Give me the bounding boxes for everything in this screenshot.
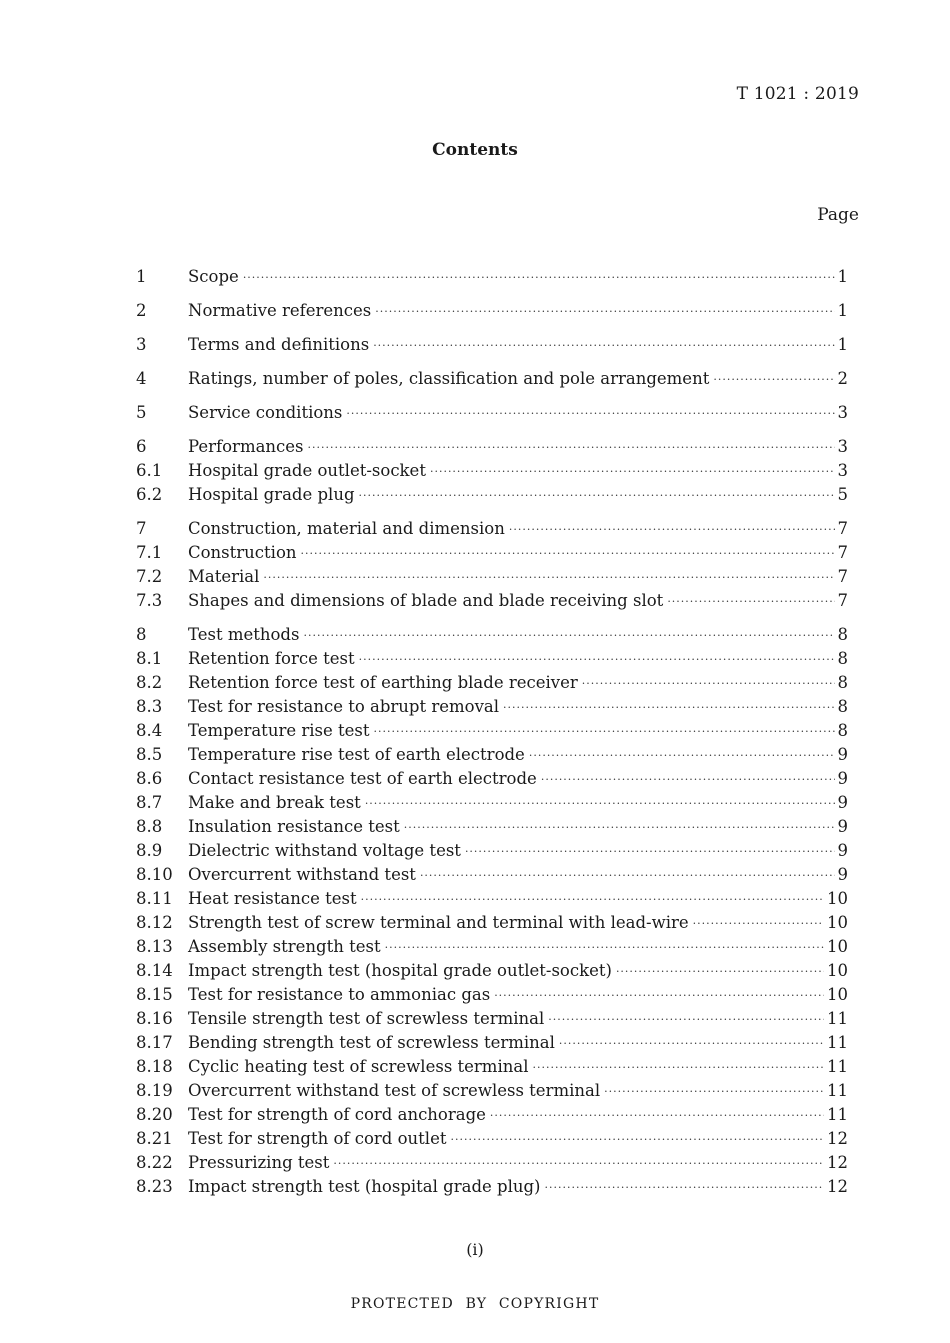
toc-entry[interactable] [136,265,848,289]
document-id: T 1021 : 2019 [736,84,859,104]
page-folio: (i) [466,1240,484,1259]
toc-entry-page: 11 [827,1057,848,1076]
toc-entry-page: 12 [827,1129,848,1148]
toc-entry-page: 3 [837,461,848,480]
toc-entry-page: 8 [837,649,848,668]
toc-entry-number: 8.5 [136,745,163,764]
toc-dot-leader [465,840,835,864]
toc-entry[interactable] [136,839,848,863]
toc-entry-page: 2 [837,369,848,388]
toc-entry-page: 10 [827,937,848,956]
toc-dot-leader [713,368,834,392]
page-title: Contents [432,140,518,160]
toc-entry-page: 1 [837,267,848,286]
toc-entry-page: 11 [827,1081,848,1100]
toc-entry-page: 8 [837,673,848,692]
toc-entry[interactable] [136,983,848,1007]
toc-dot-leader [359,648,835,672]
toc-entry-title: Insulation resistance test [188,817,400,836]
toc-entry-title: Terms and definitions [188,335,370,354]
toc-entry-number: 8.9 [136,841,163,860]
toc-entry-number: 6 [136,437,147,456]
toc-dot-leader [667,590,834,614]
toc-entry-title: Retention force test [188,649,355,668]
toc-entry-title: Hospital grade outlet-socket [188,461,426,480]
toc-entry-number: 8.8 [136,817,163,836]
toc-dot-leader [301,542,835,566]
toc-entry-page: 7 [837,567,848,586]
toc-entry-page: 9 [837,817,848,836]
toc-entry-page: 11 [827,1105,848,1124]
toc-entry[interactable] [136,623,848,647]
toc-entry-page: 12 [827,1153,848,1172]
toc-dot-leader [308,436,835,460]
toc-entry-title: Strength test of screw terminal and terminal with lead-wire [188,913,689,932]
toc-entry-number: 8.13 [136,937,173,956]
toc-entry-page: 9 [837,793,848,812]
toc-entry-title: Material [188,567,260,586]
toc-dot-leader [373,334,834,358]
toc-entry-title: Shapes and dimensions of blade and blade receiving slot [188,591,664,610]
toc-entry-title: Service conditions [188,403,343,422]
toc-entry-title: Test for resistance to abrupt removal [188,697,500,716]
toc-entry[interactable] [136,435,848,459]
toc-dot-leader [616,960,824,984]
toc-entry[interactable] [136,671,848,695]
toc-dot-leader [494,984,824,1008]
toc-entry-number: 8.6 [136,769,163,788]
toc-dot-leader [346,402,834,426]
toc-entry-number: 8.3 [136,697,163,716]
toc-entry-page: 11 [827,1009,848,1028]
toc-dot-leader [404,816,835,840]
toc-entry-number: 8.17 [136,1033,173,1052]
toc-dot-leader [385,936,824,960]
toc-entry[interactable] [136,459,848,483]
toc-entry-page: 9 [837,745,848,764]
toc-entry[interactable] [136,483,848,507]
toc-entry-number: 7.2 [136,567,163,586]
toc-dot-leader [430,460,835,484]
toc-entry[interactable] [136,589,848,613]
toc-dot-leader [263,566,834,590]
toc-entry-title: Impact strength test (hospital grade outlet-socket) [188,961,612,980]
toc-entry[interactable] [136,401,848,425]
toc-entry-page: 1 [837,335,848,354]
toc-entry-number: 8.12 [136,913,173,932]
toc-entry-page: 10 [827,889,848,908]
toc-dot-leader [582,672,835,696]
toc-entry-title: Construction, material and dimension [188,519,505,538]
toc-entry[interactable] [136,767,848,791]
toc-dot-leader [375,300,834,324]
toc-entry[interactable] [136,719,848,743]
toc-entry-title: Normative references [188,301,372,320]
toc-entry-page: 11 [827,1033,848,1052]
toc-entry-title: Temperature rise test [188,721,370,740]
toc-dot-leader [529,744,835,768]
toc-dot-leader [450,1128,824,1152]
toc-entry-page: 3 [837,437,848,456]
toc-entry-page: 8 [837,697,848,716]
toc-entry[interactable] [136,911,848,935]
toc-entry-page: 12 [827,1177,848,1196]
toc-entry-title: Hospital grade plug [188,485,355,504]
toc-entry-page: 5 [837,485,848,504]
toc-entry-title: Heat resistance test [188,889,357,908]
toc-entry-number: 8.23 [136,1177,173,1196]
toc-dot-leader [490,1104,824,1128]
toc-dot-leader [509,518,835,542]
toc-entry[interactable] [136,333,848,357]
toc-dot-leader [503,696,834,720]
toc-entry-page: 9 [837,865,848,884]
toc-entry-number: 8.4 [136,721,163,740]
toc-entry-number: 8.18 [136,1057,173,1076]
toc-entry-number: 3 [136,335,147,354]
toc-entry-number: 6.2 [136,485,163,504]
toc-entry-page: 10 [827,913,848,932]
toc-entry-number: 8.19 [136,1081,173,1100]
toc-entry-number: 4 [136,369,147,388]
toc-entry[interactable] [136,647,848,671]
toc-entry-number: 8.15 [136,985,173,1004]
toc-dot-leader [243,266,835,290]
toc-dot-leader [333,1152,824,1176]
toc-entry-page: 9 [837,769,848,788]
toc-entry[interactable] [136,1103,848,1127]
toc-entry-title: Cyclic heating test of screwless terminal [188,1057,529,1076]
toc-entry-number: 8.22 [136,1153,173,1172]
toc-entry-page: 3 [837,403,848,422]
toc-entry-title: Ratings, number of poles, classification and pole arrangement [188,369,710,388]
toc-entry-title: Construction [188,543,297,562]
toc-entry-page: 8 [837,721,848,740]
toc-entry-number: 7.1 [136,543,163,562]
toc-entry-title: Retention force test of earthing blade receiver [188,673,578,692]
toc-entry[interactable] [136,1127,848,1151]
toc-entry-number: 8 [136,625,147,644]
toc-entry[interactable] [136,791,848,815]
toc-entry[interactable] [136,1151,848,1175]
toc-entry-page: 10 [827,985,848,1004]
toc-dot-leader [604,1080,824,1104]
toc-dot-leader [532,1056,824,1080]
toc-entry-number: 8.1 [136,649,163,668]
toc-entry[interactable] [136,299,848,323]
toc-dot-leader [303,624,834,648]
toc-entry-number: 2 [136,301,147,320]
toc-entry[interactable] [136,1055,848,1079]
toc-entry-title: Assembly strength test [188,937,381,956]
toc-entry-number: 8.2 [136,673,163,692]
toc-entry-page: 7 [837,519,848,538]
toc-dot-leader [365,792,835,816]
toc-entry-page: 1 [837,301,848,320]
toc-entry-page: 7 [837,543,848,562]
toc-entry-page: 8 [837,625,848,644]
toc-entry-page: 9 [837,841,848,860]
toc-entry[interactable] [136,695,848,719]
toc-entry[interactable] [136,367,848,391]
toc-entry-title: Contact resistance test of earth electrode [188,769,537,788]
toc-entry-number: 8.21 [136,1129,173,1148]
toc-entry[interactable] [136,1079,848,1103]
toc-entry[interactable] [136,1175,848,1199]
toc-entry-number: 8.20 [136,1105,173,1124]
toc-dot-leader [361,888,824,912]
toc-entry-title: Dielectric withstand voltage test [188,841,461,860]
toc-entry-title: Test for strength of cord anchorage [188,1105,486,1124]
toc-entry[interactable] [136,517,848,541]
toc-dot-leader [373,720,834,744]
toc-entry-title: Test for resistance to ammoniac gas [188,985,491,1004]
toc-entry[interactable] [136,1007,848,1031]
toc-entry-title: Test methods [188,625,300,644]
toc-entry-number: 5 [136,403,147,422]
toc-entry-title: Make and break test [188,793,361,812]
toc-entry[interactable] [136,887,848,911]
toc-entry[interactable] [136,935,848,959]
toc-entry-title: Test for strength of cord outlet [188,1129,447,1148]
toc-entry[interactable] [136,1031,848,1055]
toc-entry-title: Bending strength test of screwless terminal [188,1033,555,1052]
toc-entry[interactable] [136,815,848,839]
toc-entry[interactable] [136,743,848,767]
toc-entry-title: Overcurrent withstand test [188,865,416,884]
toc-entry-number: 8.16 [136,1009,173,1028]
copyright-notice: PROTECTED BY COPYRIGHT [350,1296,600,1312]
toc-dot-leader [541,768,835,792]
toc-entry-title: Impact strength test (hospital grade plug) [188,1177,541,1196]
toc-entry-page: 10 [827,961,848,980]
toc-entry[interactable] [136,541,848,565]
page-column-label: Page [817,205,859,225]
toc-entry-title: Overcurrent withstand test of screwless terminal [188,1081,601,1100]
toc-entry[interactable] [136,959,848,983]
toc-dot-leader [544,1176,824,1200]
toc-entry[interactable] [136,863,848,887]
toc-entry-number: 8.11 [136,889,173,908]
toc-entry-number: 7.3 [136,591,163,610]
toc-dot-leader [559,1032,824,1056]
toc-entry-number: 1 [136,267,147,286]
toc-dot-leader [693,912,824,936]
toc-entry-title: Tensile strength test of screwless terminal [188,1009,545,1028]
toc-entry-title: Scope [188,267,239,286]
toc-entry[interactable] [136,565,848,589]
toc-entry-number: 8.7 [136,793,163,812]
toc-dot-leader [548,1008,824,1032]
toc-entry-number: 8.14 [136,961,173,980]
table-of-contents [136,265,848,1199]
toc-dot-leader [420,864,835,888]
toc-entry-title: Temperature rise test of earth electrode [188,745,525,764]
toc-entry-title: Pressurizing test [188,1153,330,1172]
toc-entry-number: 8.10 [136,865,173,884]
toc-entry-number: 7 [136,519,147,538]
toc-entry-title: Performances [188,437,304,456]
toc-dot-leader [359,484,835,508]
toc-entry-number: 6.1 [136,461,163,480]
toc-entry-page: 7 [837,591,848,610]
